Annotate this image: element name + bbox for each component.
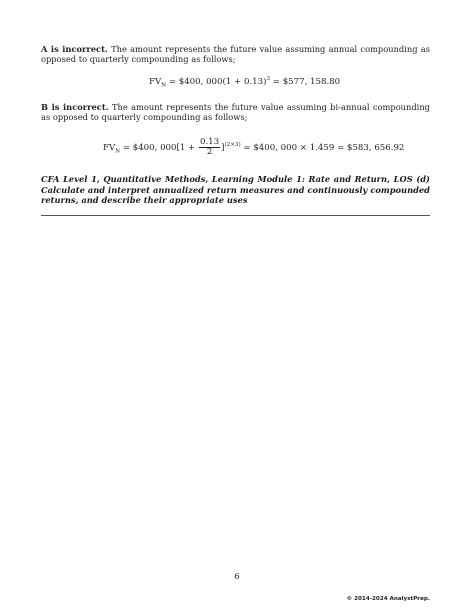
- equation-biannual-exponent: (2×3): [224, 142, 241, 149]
- equation-annual-lhs-sub: N: [161, 82, 167, 89]
- equation-biannual-prefix: $400, 000[1 +: [132, 143, 196, 153]
- explanation-a-lead: A is incorrect.: [41, 44, 108, 54]
- explanation-b: [41, 102, 430, 123]
- equation-biannual-close: ]: [221, 143, 225, 153]
- equation-annual-equals-2: =: [272, 76, 280, 87]
- explanation-b-text: The amount represents the future value assuming bi-annual compounding as opposed to quarterly compounding as follows;: [41, 102, 430, 123]
- equation-biannual-lhs: FV: [103, 143, 116, 153]
- equation-biannual-result: = $583, 656.92: [337, 143, 405, 153]
- equation-biannual-lhs-sub: N: [115, 148, 121, 155]
- fraction-numerator: 0.13: [199, 137, 220, 147]
- equation-biannual-fraction: [199, 138, 220, 157]
- equation-annual-lhs: FV: [149, 76, 162, 87]
- explanation-b-lead: B is incorrect.: [41, 102, 109, 112]
- equation-annual-exponent: 3: [266, 76, 271, 82]
- equation-annual-equals: =: [168, 76, 177, 87]
- copyright-notice: © 2014-2024 AnalystPrep.: [346, 596, 430, 602]
- equation-biannual-equals: =: [122, 143, 131, 153]
- page-number: 6: [234, 572, 240, 582]
- explanation-a: [41, 44, 430, 65]
- los-reference: CFA Level 1, Quantitative Methods, Learning Module 1: Rate and Return, LOS (d) Calculate and interpret annualized return measures and continuously compounded returns, and describe their appropriate uses: [41, 174, 430, 206]
- section-divider: [41, 215, 430, 216]
- equation-annual-result: $577, 158.80: [282, 76, 341, 87]
- fraction-denominator: 2: [206, 147, 213, 157]
- explanation-a-text: The amount represents the future value assuming annual compounding as opposed to quarterly compounding as follows;: [41, 44, 430, 65]
- equation-biannual: [103, 138, 404, 157]
- equation-annual: [149, 76, 340, 89]
- equation-biannual-middle: = $400, 000 × 1.459: [243, 143, 335, 153]
- equation-annual-expression: $400, 000(1 + 0.13): [178, 76, 267, 87]
